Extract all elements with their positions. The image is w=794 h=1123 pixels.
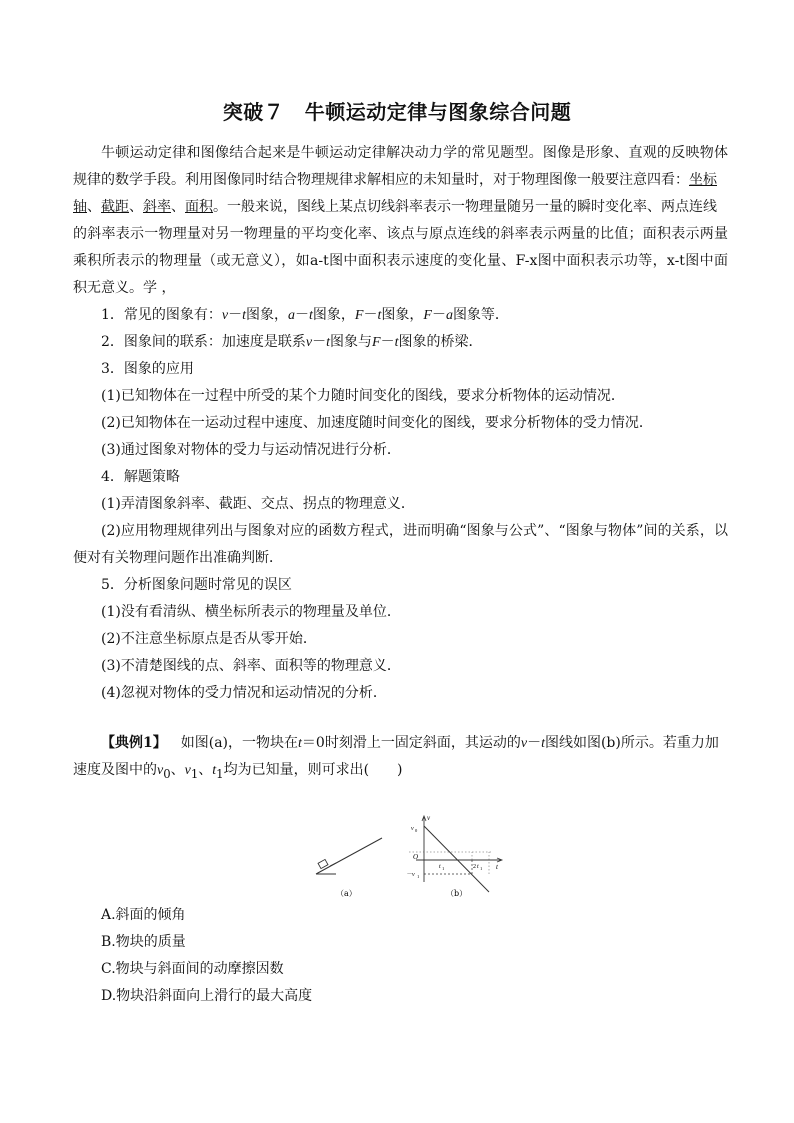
text: － [312, 334, 327, 350]
intro-line-5: 乘积所表示的物理量（或无意义），如a-t图中面积表示速度的变化量、F-x图中面积表示功等，x-t图中面 [73, 253, 728, 269]
axis-t-label: t [496, 863, 498, 871]
var: v [520, 736, 528, 751]
2t1-label-t: t [477, 864, 479, 870]
example-question-line-2 [73, 760, 728, 784]
v0-subscript: 0 [415, 828, 418, 833]
t1-subscript: 1 [442, 866, 445, 871]
var: t [309, 308, 313, 323]
text: 图线如图(b)所示。若重力加 [544, 735, 719, 751]
text: － [363, 307, 378, 323]
point-4-heading: 4．解题策略 [101, 469, 180, 485]
var: t [377, 308, 382, 323]
point-5-heading: 5．分析图象问题时常见的误区 [101, 577, 292, 593]
text: 图象与 [330, 334, 373, 350]
text: 图象， [381, 307, 424, 323]
text: 速度及图中的 [73, 762, 157, 778]
figure-b-caption: （b） [446, 889, 468, 898]
point-3-item-2: (2)已知物体在一运动过程中速度、加速度随时间变化的图线，要求分析物体的受力情况． [101, 415, 653, 431]
subscript: 0 [163, 766, 171, 781]
text: 图象等． [452, 307, 509, 323]
text: － [431, 307, 446, 323]
option-b: B.物块的质量 [101, 934, 186, 950]
var: F [423, 308, 432, 323]
underlined-term-area: 面积 [185, 199, 213, 215]
text: 1．常见的图象有： [101, 307, 222, 323]
origin-label: O [413, 853, 419, 861]
point-5-item-4: (4)忽视对物体的受力情况和运动情况的分析． [101, 685, 387, 701]
option-d: D.物块沿斜面向上滑行的最大高度 [101, 988, 313, 1004]
intro-line-2 [73, 170, 728, 190]
point-1 [101, 305, 728, 326]
subscript: 1 [216, 766, 224, 781]
example-figures [306, 812, 506, 904]
underlined-term-axis: 坐标 [689, 172, 717, 188]
figure-a-incline [316, 838, 382, 898]
text: 均为已知量，则可求出( ) [223, 762, 403, 778]
underlined-term-slope: 斜率 [143, 199, 171, 215]
point-4-item-1: (1)弄清图象斜率、截距、交点、拐点的物理意义． [101, 496, 415, 512]
text: 、 [198, 762, 213, 778]
text: 图象的桥梁． [398, 334, 483, 350]
page-title: 突破７ 牛顿运动定律与图象综合问题 [222, 100, 572, 124]
intro-line-6: 积无意义。学 ， [73, 280, 176, 296]
text: 如图(a)，一物块在 [180, 735, 299, 751]
neg-v1-subscript: 1 [417, 874, 420, 879]
intro-text: 规律的数学手段。利用图像同时结合物理规律求解相应的未知量时，对于物理图像一般要注意四看： [73, 172, 689, 188]
text: － [228, 307, 243, 323]
figure-b-vt-graph [406, 814, 502, 898]
underlined-term-intercept: 截距 [101, 199, 129, 215]
axis-v-label: v [427, 814, 431, 822]
underlined-term-axis-end: 轴 [73, 199, 87, 215]
point-5-item-1: (1)没有看清纵、横坐标所表示的物理量及单位． [101, 604, 401, 620]
v0-label: v [411, 826, 414, 832]
var: v [305, 335, 313, 350]
point-5-item-3: (3)不清楚图线的点、斜率、面积等的物理意义． [101, 658, 401, 674]
var: t [394, 335, 399, 350]
neg-v1-label: －v [406, 872, 415, 878]
var: t [541, 736, 545, 751]
text: 图象， [312, 307, 355, 323]
text: 2．图象间的联系：加速度是联系 [101, 334, 306, 350]
subscript: 1 [190, 766, 199, 781]
example-label: 【典例1】 [101, 735, 167, 751]
var: v [221, 308, 229, 323]
2t1-label-2: 2 [473, 864, 476, 870]
t1-label: t [439, 864, 441, 870]
figure-a-caption: （a） [336, 889, 357, 898]
text: 、 [170, 762, 185, 778]
2t1-subscript: 1 [480, 866, 483, 871]
var: F [372, 335, 381, 350]
point-4-item-2a: (2)应用物理规律列出与图象对应的函数方程式，进而明确“图象与公式”、“图象与物体”间的关系，以 [101, 523, 728, 539]
text: ＝0时刻滑上一固定斜面，其运动的 [301, 735, 521, 751]
separator: 、 [171, 199, 185, 215]
var: t [212, 763, 217, 778]
point-5-item-2: (2)不注意坐标原点是否从零开始． [101, 631, 317, 647]
var: v [157, 763, 164, 778]
var: a [445, 308, 453, 323]
var: v [184, 763, 191, 778]
intro-line-3 [73, 197, 728, 217]
var: F [354, 308, 364, 323]
point-3-item-3: (3)通过图象对物体的受力与运动情况进行分析． [101, 442, 401, 458]
text: 图象， [246, 307, 289, 323]
example-question-line-1 [101, 733, 728, 754]
text: － [380, 334, 395, 350]
option-c: C.物块与斜面间的动摩擦因数 [101, 961, 284, 977]
var: t [298, 736, 302, 751]
var: t [242, 308, 247, 323]
point-3-item-1: (1)已知物体在一过程中所受的某个力随时间变化的图线，要求分析物体的运动情况． [101, 388, 625, 404]
var: t [326, 335, 331, 350]
option-a: A.斜面的倾角 [101, 907, 186, 923]
text: － [295, 307, 310, 323]
intro-line-1: 牛顿运动定律和图像结合起来是牛顿运动定律解决动力学的常见题型。图像是形象、直观的反映物体 [101, 145, 728, 161]
text: － [527, 735, 542, 751]
point-3-heading: 3．图象的应用 [101, 361, 194, 377]
point-4-item-2b: 便对有关物理问题作出准确判断． [73, 550, 283, 566]
separator: 、 [129, 199, 143, 215]
intro-line-4: 的斜率表示一物理量对另一物理量的平均变化率、该点与原点连线的斜率表示两量的比值；面积表示两量 [73, 226, 728, 242]
point-2 [101, 332, 728, 353]
separator: 、 [87, 199, 101, 215]
var: a [288, 308, 296, 323]
intro-text: 。一般来说，图线上某点切线斜率表示一物理量随另一量的瞬时变化率、两点连线 [213, 199, 717, 215]
